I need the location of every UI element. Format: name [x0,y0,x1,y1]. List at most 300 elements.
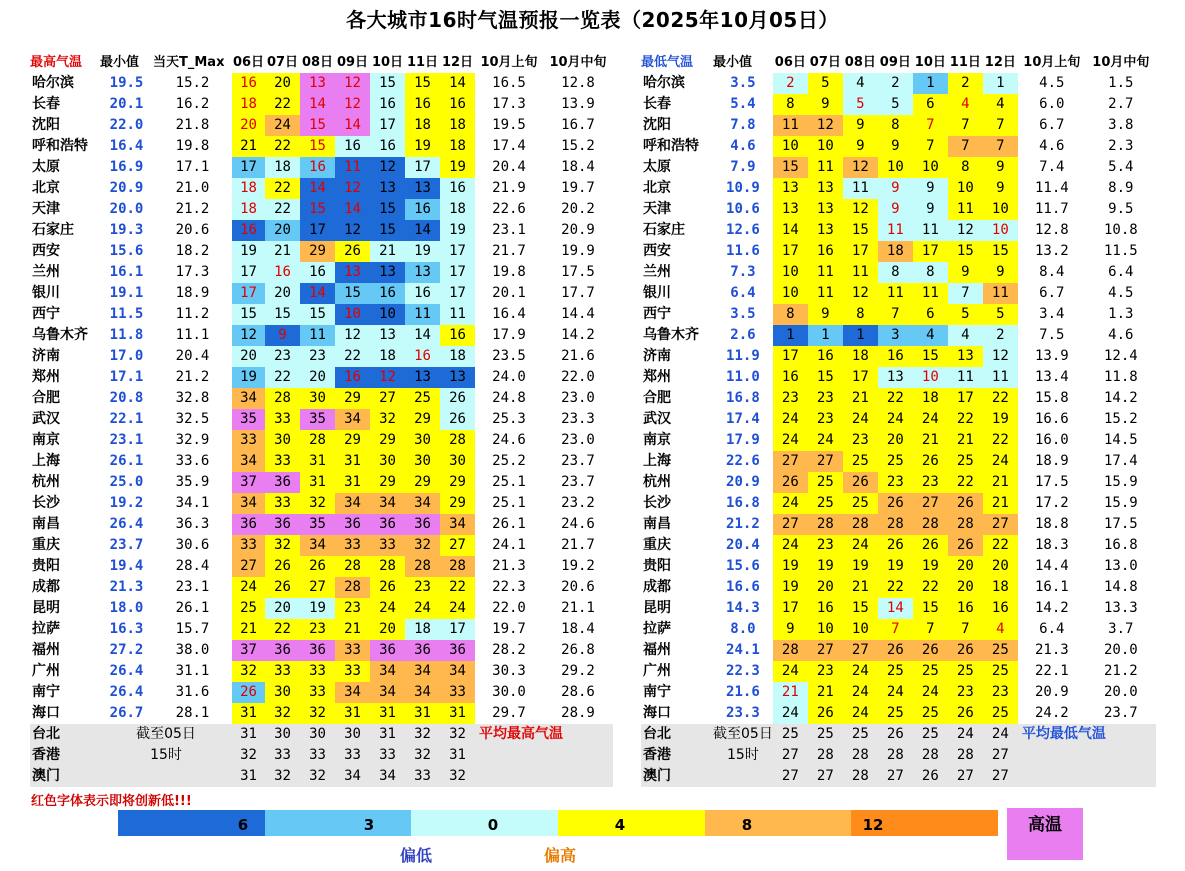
day-value: 9 [878,136,913,157]
table-row [30,556,613,577]
table-row [30,619,613,640]
min-value: 21.6 [726,684,760,700]
day-value: 7 [913,136,948,157]
day-value: 16 [405,346,440,367]
day-value: 22 [265,94,300,115]
month-mid-avg: 3.8 [1108,117,1134,133]
day-value: 8 [878,262,913,283]
day-value: 29 [370,472,405,493]
month-early-avg: 24.6 [492,432,526,448]
day-value: 8 [773,304,808,325]
day-value: 13 [405,367,440,388]
month-early-avg: 16.0 [1034,432,1069,448]
day-value: 16 [405,94,440,115]
day-value: 31 [405,703,440,724]
day-value: 11 [983,367,1018,388]
legend-tick-label: 12 [862,816,884,834]
month-early-avg: 25.1 [492,495,526,511]
day-value: 34 [370,682,405,703]
day-value: 37 [232,640,265,661]
current-tmax: 30.6 [175,537,210,553]
day-value: 28 [851,747,869,763]
min-value: 20.9 [109,180,144,196]
month-early-avg: 6.4 [1039,621,1065,637]
table-row [30,367,613,388]
table-row [641,430,1156,451]
column-header: 10月中旬 [1086,52,1156,73]
day-value: 28 [843,514,878,535]
column-header: 09日 [335,52,370,73]
day-value: 9 [878,178,913,199]
month-mid-avg: 21.1 [561,600,595,616]
month-early-avg: 23.1 [492,222,526,238]
day-value: 20 [300,367,335,388]
column-header: 12日 [983,52,1018,73]
day-value: 14 [300,178,335,199]
min-value: 6.4 [730,285,756,301]
day-value: 17 [300,220,335,241]
day-value: 26 [265,577,300,598]
day-value: 15 [843,220,878,241]
day-value: 8 [878,115,913,136]
day-value: 24 [808,430,843,451]
day-value: 13 [808,220,843,241]
day-value: 26 [878,493,913,514]
city-name: 石家庄 [32,222,74,238]
city-name: 南京 [643,432,671,448]
month-early-avg: 23.5 [492,348,526,364]
day-value: 28 [265,388,300,409]
current-tmax: 19.8 [175,138,210,154]
table-row [30,262,613,283]
day-value: 14 [440,73,475,94]
day-value: 2 [878,73,913,94]
day-value: 28 [886,747,904,763]
city-name: 福州 [643,642,671,658]
day-value: 22 [265,367,300,388]
day-value: 18 [405,115,440,136]
day-value: 25 [843,451,878,472]
day-value: 30 [265,682,300,703]
day-value: 31 [300,472,335,493]
month-mid-avg: 16.7 [561,117,595,133]
current-tmax: 20.4 [175,348,210,364]
city-name: 拉萨 [32,621,60,637]
month-early-avg: 22.0 [492,600,526,616]
day-value: 19 [440,157,475,178]
day-value: 13 [773,199,808,220]
day-value: 20 [232,115,265,136]
day-value: 34 [335,409,370,430]
day-value: 33 [300,661,335,682]
day-value: 34 [405,493,440,514]
day-value: 29 [440,493,475,514]
table-row [30,703,613,724]
month-mid-avg: 22.0 [561,369,595,385]
min-value: 22.3 [726,663,760,679]
day-value: 13 [370,262,405,283]
day-value: 3 [878,325,913,346]
table-row [30,472,613,493]
month-early-avg: 21.9 [492,180,526,196]
table-row [641,577,1156,598]
current-tmax: 18.2 [175,243,210,259]
day-value: 26 [948,640,983,661]
day-value: 34 [300,535,335,556]
month-mid-avg: 20.9 [561,222,595,238]
month-early-avg: 30.3 [492,663,526,679]
day-value: 13 [878,367,913,388]
day-value: 15 [300,199,335,220]
city-name: 哈尔滨 [32,75,74,91]
day-value: 4 [948,325,983,346]
city-name: 乌鲁木齐 [32,327,88,343]
day-value: 16 [335,367,370,388]
day-value: 12 [335,178,370,199]
day-value: 28 [878,514,913,535]
table-row [30,598,613,619]
day-value: 34 [370,661,405,682]
month-mid-avg: 23.2 [561,495,595,511]
low-temp-table [641,52,1156,787]
day-value: 32 [405,535,440,556]
min-value: 21.3 [109,579,144,595]
day-value: 33 [335,535,370,556]
table-row [641,535,1156,556]
table-row [641,304,1156,325]
legend-high-label: 偏高 [544,846,577,865]
current-tmax: 21.0 [175,180,210,196]
day-value: 23 [265,346,300,367]
month-early-avg: 11.7 [1034,201,1069,217]
month-mid-avg: 9.5 [1108,201,1134,217]
table-row [641,178,1156,199]
day-value: 12 [983,346,1018,367]
day-value: 11 [773,115,808,136]
city-name: 天津 [643,201,671,217]
day-value: 33 [379,747,396,763]
day-value: 18 [405,619,440,640]
day-value: 18 [913,388,948,409]
table-row [30,451,613,472]
day-value: 26 [948,493,983,514]
day-value: 34 [335,682,370,703]
day-value: 21 [265,241,300,262]
day-value: 32 [449,726,466,742]
day-value: 18 [265,157,300,178]
city-name: 长沙 [32,495,60,511]
day-value: 25 [843,493,878,514]
day-value: 13 [440,367,475,388]
day-value: 30 [440,451,475,472]
current-tmax: 20.6 [175,222,210,238]
day-value: 23 [983,682,1018,703]
table-row [641,283,1156,304]
day-value: 25 [948,451,983,472]
min-value: 7.8 [730,117,756,133]
day-value: 30 [405,430,440,451]
day-value: 21 [948,430,983,451]
day-value: 4 [983,94,1018,115]
month-mid-avg: 2.7 [1108,96,1134,112]
day-value: 28 [335,556,370,577]
month-mid-avg: 19.7 [561,180,595,196]
day-value: 9 [913,199,948,220]
day-value: 18 [440,199,475,220]
day-value: 18 [843,346,878,367]
month-early-avg: 6.0 [1039,96,1065,112]
min-value: 19.3 [109,222,144,238]
month-early-avg: 25.3 [492,411,526,427]
day-value: 31 [300,451,335,472]
day-value: 15 [983,241,1018,262]
day-value: 4 [948,94,983,115]
current-tmax: 17.1 [175,159,210,175]
city-name: 长春 [643,96,671,112]
day-value: 23 [948,682,983,703]
day-value: 11 [808,157,843,178]
month-mid-avg: 23.7 [561,474,595,490]
column-header: 06日 [773,52,808,73]
day-value: 7 [948,619,983,640]
city-name: 呼和浩特 [643,138,699,154]
time-note [100,766,232,787]
day-value: 25 [808,493,843,514]
day-value: 10 [808,136,843,157]
month-early-avg: 17.9 [492,327,526,343]
day-value: 12 [843,283,878,304]
day-value: 16 [370,283,405,304]
table-row [30,73,613,94]
day-value: 25 [878,703,913,724]
day-value: 24 [913,409,948,430]
month-mid-avg: 11.8 [1103,369,1138,385]
current-tmax: 21.8 [175,117,210,133]
city-name: 太原 [32,159,60,175]
column-header: 11日 [948,52,983,73]
month-mid-avg: 23.7 [561,453,595,469]
table-row [30,682,613,703]
city-name: 武汉 [32,411,60,427]
day-value: 1 [808,325,843,346]
day-value: 23 [808,535,843,556]
day-value: 25 [816,726,834,742]
day-value: 18 [232,94,265,115]
column-header: 07日 [808,52,843,73]
month-early-avg: 20.1 [492,285,526,301]
city-name: 南昌 [32,516,60,532]
day-value: 27 [773,514,808,535]
month-mid-avg: 23.3 [561,411,595,427]
day-value: 28 [440,556,475,577]
table-row [641,241,1156,262]
day-value: 36 [370,640,405,661]
min-value: 3.5 [730,306,756,322]
day-value: 7 [948,115,983,136]
day-value: 22 [913,577,948,598]
day-value: 18 [878,241,913,262]
day-value: 28 [913,514,948,535]
day-value: 21 [773,682,808,703]
month-early-avg: 19.7 [492,621,526,637]
empty-cell [475,766,613,787]
day-value: 29 [335,430,370,451]
city-name: 成都 [643,579,671,595]
current-tmax: 18.9 [175,285,210,301]
day-value: 24 [405,598,440,619]
day-value: 17 [440,619,475,640]
city-name: 台北 [643,726,671,742]
day-value: 18 [232,178,265,199]
table-row [30,409,613,430]
current-tmax: 16.2 [175,96,210,112]
day-value: 16 [983,598,1018,619]
table-row [30,766,613,787]
min-value: 18.0 [109,600,144,616]
day-value: 21 [983,493,1018,514]
table-row [641,157,1156,178]
day-value: 1 [913,73,948,94]
day-value: 11 [843,178,878,199]
column-header: 10日 [370,52,405,73]
day-value: 36 [335,514,370,535]
day-value: 9 [843,115,878,136]
min-value: 2.6 [730,327,756,343]
city-name: 杭州 [32,474,60,490]
day-value: 17 [440,262,475,283]
min-value: 27.2 [109,642,144,658]
day-value: 36 [300,640,335,661]
month-mid-avg: 28.6 [561,684,595,700]
column-header: 09日 [878,52,913,73]
day-value: 15 [808,367,843,388]
day-value: 33 [440,682,475,703]
day-value: 28 [948,514,983,535]
day-value: 33 [344,747,361,763]
day-value: 14 [773,220,808,241]
table-row [30,241,613,262]
day-value: 15 [232,304,265,325]
day-value: 7 [913,619,948,640]
day-value: 15 [265,304,300,325]
table-row [641,199,1156,220]
day-value: 25 [983,640,1018,661]
month-early-avg: 14.4 [1034,558,1069,574]
city-name: 昆明 [32,600,60,616]
day-value: 24 [773,430,808,451]
day-value: 18 [232,199,265,220]
day-value: 11 [405,304,440,325]
day-value: 24 [773,703,808,724]
month-mid-avg: 1.5 [1108,75,1134,91]
day-value: 22 [983,430,1018,451]
day-value: 18 [370,346,405,367]
day-value: 7 [878,304,913,325]
day-value: 7 [948,136,983,157]
day-value: 17 [913,241,948,262]
day-value: 29 [335,388,370,409]
city-name: 南宁 [32,684,60,700]
column-header: 10日 [913,52,948,73]
day-value: 7 [913,115,948,136]
city-name: 长春 [32,96,60,112]
month-mid-avg: 20.6 [561,579,595,595]
day-value: 26 [921,768,939,784]
day-value: 27 [370,388,405,409]
day-value: 15 [370,220,405,241]
current-tmax: 21.2 [175,201,210,217]
day-value: 10 [948,178,983,199]
month-mid-avg: 15.9 [1103,495,1138,511]
table-row [641,514,1156,535]
month-early-avg: 18.3 [1034,537,1069,553]
city-name: 昆明 [643,600,671,616]
day-value: 14 [300,94,335,115]
current-tmax: 21.2 [175,369,210,385]
day-value: 17 [440,241,475,262]
city-name: 海口 [643,705,671,721]
day-value: 16 [265,262,300,283]
day-value: 25 [405,388,440,409]
day-value: 13 [808,178,843,199]
day-value: 15 [370,199,405,220]
day-value: 34 [440,661,475,682]
day-value: 18 [440,136,475,157]
month-mid-avg: 20.0 [1103,684,1138,700]
day-value: 23 [300,619,335,640]
day-value: 7 [983,115,1018,136]
column-header: 08日 [843,52,878,73]
min-value: 5.4 [730,96,756,112]
current-tmax: 15.7 [175,621,210,637]
table-row [30,283,613,304]
min-value: 20.8 [109,390,144,406]
day-value: 10 [843,619,878,640]
day-value: 26 [370,577,405,598]
min-value: 17.1 [109,369,144,385]
time-note [713,766,773,787]
current-tmax: 32.5 [175,411,210,427]
day-value: 33 [370,535,405,556]
day-value: 22 [983,388,1018,409]
day-value: 27 [781,747,799,763]
day-value: 32 [265,535,300,556]
day-value: 16 [808,241,843,262]
day-value: 27 [991,768,1009,784]
day-value: 33 [265,493,300,514]
month-early-avg: 13.2 [1034,243,1069,259]
day-value: 26 [265,556,300,577]
current-tmax: 38.0 [175,642,210,658]
day-value: 9 [983,178,1018,199]
day-value: 5 [983,304,1018,325]
month-early-avg: 17.4 [492,138,526,154]
table-row [641,682,1156,703]
day-value: 19 [440,220,475,241]
day-value: 26 [948,535,983,556]
day-value: 12 [335,94,370,115]
month-mid-avg: 17.7 [561,285,595,301]
day-value: 21 [983,472,1018,493]
day-value: 20 [983,556,1018,577]
day-value: 16 [335,136,370,157]
table-row [641,661,1156,682]
month-early-avg: 7.5 [1039,327,1065,343]
day-value: 20 [370,619,405,640]
city-name: 广州 [32,663,60,679]
table-row [30,724,613,745]
empty-cell [1018,766,1156,787]
